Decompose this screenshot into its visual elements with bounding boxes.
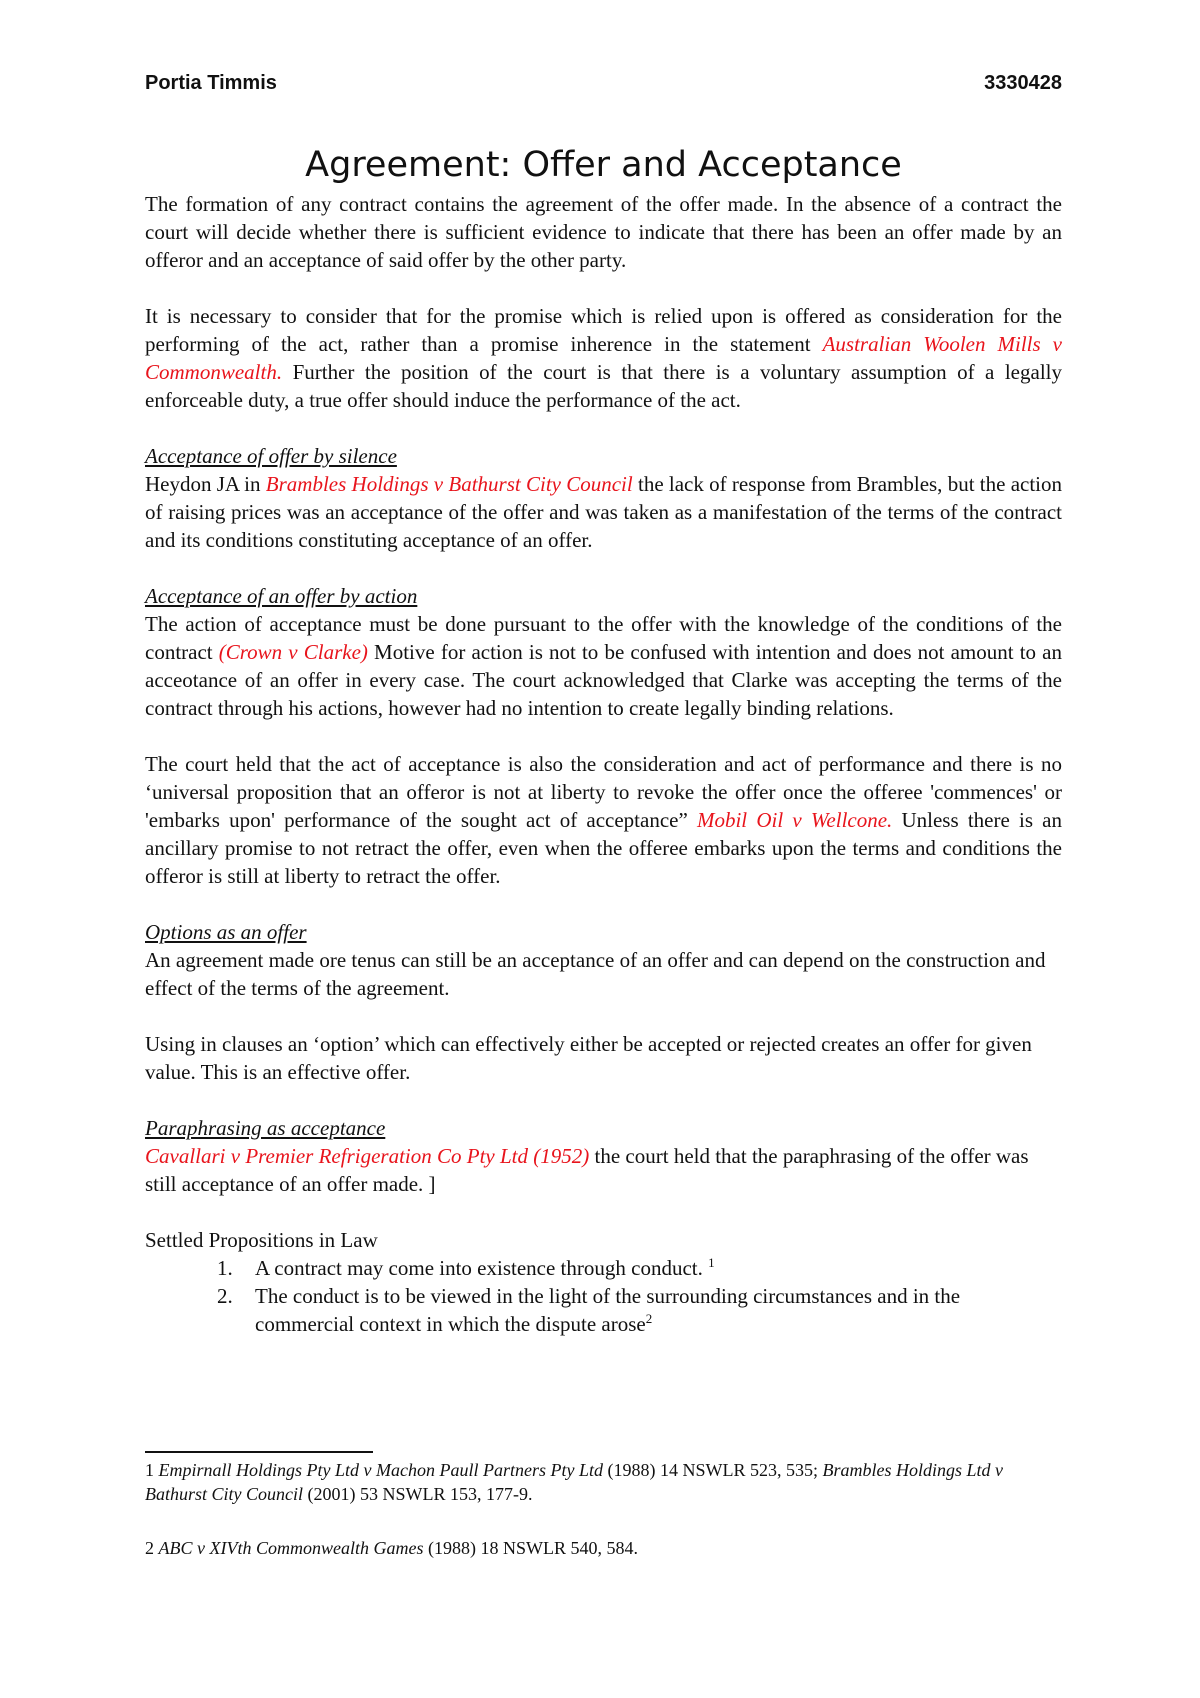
footnotes: [145, 1458, 1062, 1560]
footnote-2: 2 ABC v XIVth Commonwealth Games (1988) 18 NSWLR 540, 584.: [145, 1538, 638, 1558]
case-citation: Brambles Holdings v Bathurst City Council: [265, 472, 633, 496]
list-item: 2. The conduct is to be viewed in the light of the surrounding circumstances and in the commercial context in which the dispute arose$^2$: [217, 1284, 961, 1336]
paraphrasing-section: Paraphrasing as acceptance Cavallari v Premier Refrigeration Co Pty Ltd (1952) the court held that the paraphrasing of the offer was still acceptance of an offer made. ]: [145, 1116, 1029, 1196]
footnote-1: 1 Empirnall Holdings Pty Ltd v Machon Paull Partners Pty Ltd (1988) 14 NSWLR 523, 535; Brambles Holdings Ltd v Bathurst City Council (2001) 53 NSWLR 153, 177-9.: [145, 1460, 1003, 1504]
section-heading: Paraphrasing as acceptance: [145, 1116, 386, 1140]
student-id: 3330428: [984, 72, 1062, 94]
document-body: [145, 190, 1062, 1338]
section-heading: Options as an offer: [145, 920, 307, 944]
section-heading: Acceptance of an offer by action: [145, 584, 418, 608]
action-section: Acceptance of an offer by action The action of acceptance must be done pursuant to the offer with the knowledge of the conditions of the contract (Crown v Clarke) Motive for action is not to be confused with intention and does not amount to an acceotance of an offer in every case. The court acknowledged that Clarke was accepting the terms of the contract through his actions, however had no intention to create legally binding relations.: [145, 584, 1063, 720]
list-item: 1. A contract may come into existence through conduct. $^1$: [217, 1255, 715, 1280]
silence-section: Acceptance of offer by silence Heydon JA in Brambles Holdings v Bathurst City Council the lack of response from Brambles, but the action of raising prices was an acceptance of the offer and was taken as a manifestation of the terms of the contract and its conditions constituting acceptance of an offer.: [145, 444, 1063, 552]
footnote-ref: 2: [645, 1311, 653, 1326]
consideration-paragraph: It is necessary to consider that for the promise which is relied upon is offered as consideration for the performing of the act, rather than a promise inherence in the statement Australian Woolen Mills v Commonwealth. Further the position of the court is that there is a voluntary assumption of a legally enforceable duty, a true offer should induce the performance of the act.: [145, 304, 1062, 412]
case-citation: (Crown v Clarke): [218, 640, 368, 664]
case-citation: Cavallari v Premier Refrigeration Co Pty Ltd (1952): [145, 1144, 590, 1168]
options-paragraph: Using in clauses an ‘option’ which can effectively either be accepted or rejected creates an offer for given value. This is an effective offer.: [145, 1032, 1032, 1084]
page-header: [145, 72, 1062, 100]
footnote-ref: 1: [708, 1255, 715, 1270]
case-citation: Mobil Oil v Wellcone.: [696, 808, 893, 832]
author-name: Portia Timmis: [145, 72, 277, 94]
settled-heading: Settled Propositions in Law: [145, 1228, 378, 1252]
intro-paragraph: The formation of any contract contains the agreement of the offer made. In the absence of a contract the court will decide whether there is sufficient evidence to indicate that there has been an offer made by an offeror and an acceptance of said offer by the other party.: [145, 192, 1062, 272]
case-citation: Australian Woolen Mills v Commonwealth.: [145, 332, 1062, 384]
footnote-separator: [145, 1451, 373, 1453]
document-title: Agreement: Offer and Acceptance: [305, 145, 902, 185]
settled-propositions-list: [145, 1254, 1062, 1338]
options-section: Options as an offer An agreement made ore tenus can still be an acceptance of an offer and can depend on the construction and effect of the terms of the agreement.: [145, 920, 1046, 1000]
section-heading: Acceptance of offer by silence: [145, 444, 397, 468]
revocation-paragraph: The court held that the act of acceptance is also the consideration and act of performance and there is no ‘universal proposition that an offeror is not at liberty to revoke the offer once the offeree 'commences' or 'embarks upon' performance of the sought act of acceptance” Mobil Oil v Wellcone. Unless there is an ancillary promise to not retract the offer, even when the offeree embarks upon the terms and conditions the offeror is still at liberty to retract the offer.: [145, 752, 1062, 888]
